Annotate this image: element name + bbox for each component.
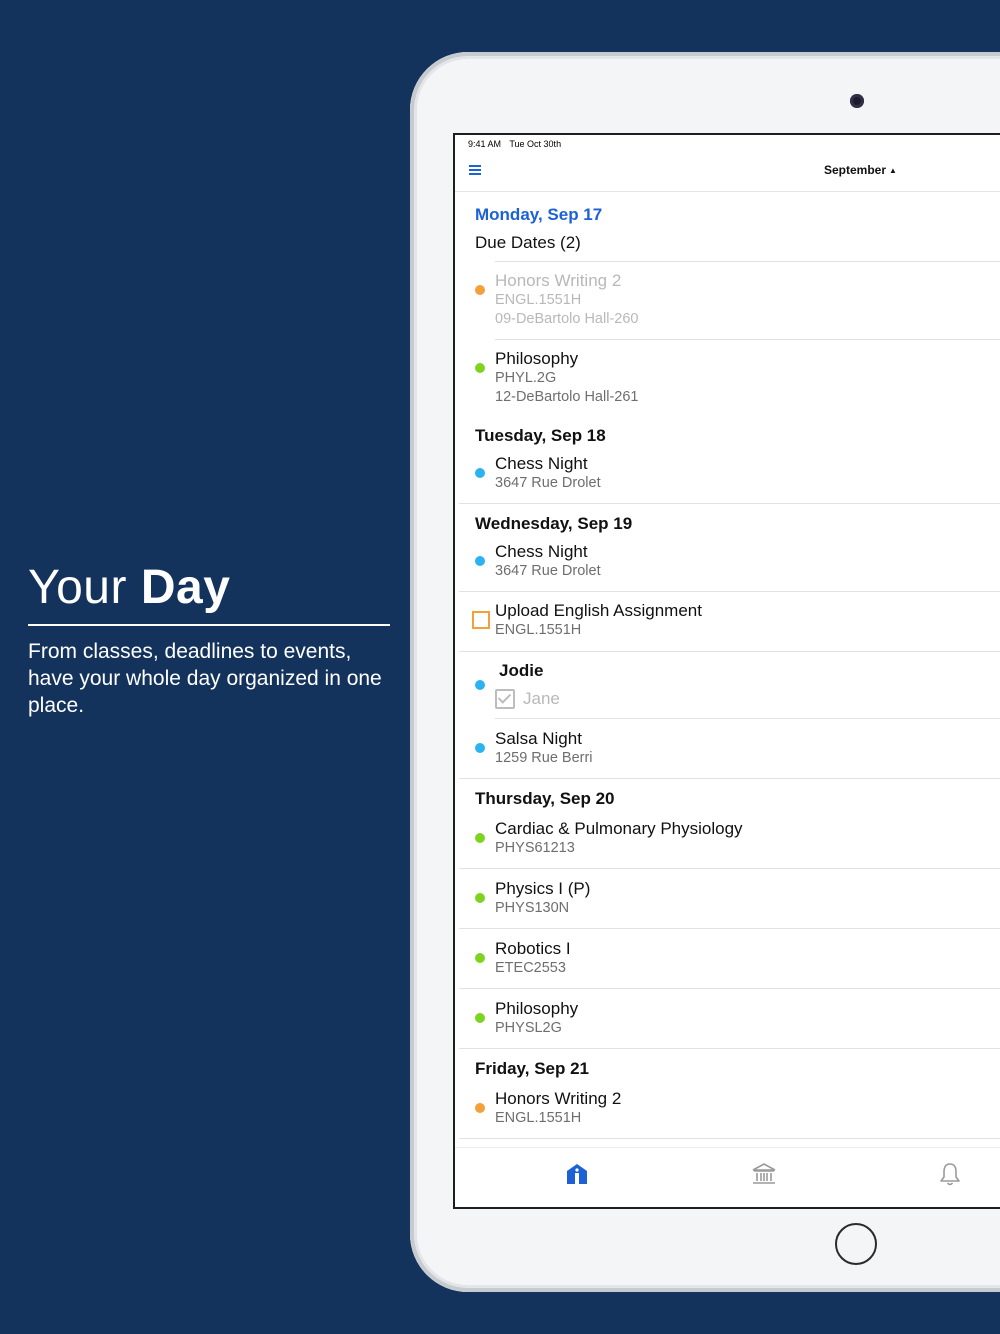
item-location: 1259 Rue Berri [495, 750, 593, 766]
day-header: Tuesday, Sep 18 [475, 426, 606, 445]
divider [459, 591, 1000, 592]
status-bar [468, 139, 567, 149]
status-dot [475, 953, 485, 963]
status-dot [475, 363, 485, 373]
item-title: Philosophy [495, 349, 579, 368]
camera-icon [850, 94, 864, 108]
day-header: Thursday, Sep 20 [475, 789, 615, 808]
home-icon[interactable] [563, 1160, 591, 1188]
item-title: Upload English Assignment [495, 601, 702, 620]
item-title: Chess Night [495, 454, 588, 473]
item-title: Jodie [499, 661, 544, 680]
status-dot [475, 743, 485, 753]
status-dot [475, 285, 485, 295]
item-title: Honors Writing 2 [495, 271, 622, 290]
item-title: Robotics I [495, 939, 571, 958]
home-button [835, 1223, 877, 1265]
status-dot [475, 680, 485, 690]
subtask-label: Jane [523, 689, 560, 708]
status-dot [475, 893, 485, 903]
subtask-checkbox[interactable] [495, 689, 515, 709]
promo-title [28, 560, 390, 616]
nav-bar [455, 153, 1000, 192]
item-code: ENGL.1551H [495, 292, 582, 308]
month-selector[interactable] [824, 163, 897, 177]
month-label: September [824, 163, 887, 177]
promo-divider [28, 624, 390, 626]
item-code: PHYL.2G [495, 370, 557, 386]
institution-icon[interactable] [750, 1160, 778, 1188]
divider [495, 339, 1000, 340]
item-code: PHYS61213 [495, 840, 575, 856]
status-dot [475, 468, 485, 478]
divider [459, 503, 1000, 504]
day-header: Monday, Sep 17 [475, 205, 603, 224]
due-dates-header: Due Dates (2) [475, 233, 581, 252]
divider [459, 778, 1000, 779]
status-dot [475, 1013, 485, 1023]
divider [459, 868, 1000, 869]
day-header: Friday, Sep 21 [475, 1059, 590, 1078]
item-title: Physics I (P) [495, 879, 591, 898]
day-header: Wednesday, Sep 19 [475, 514, 633, 533]
promo-title-light: Your [28, 561, 127, 614]
divider [459, 1048, 1000, 1049]
item-title: Salsa Night [495, 729, 582, 748]
app-screen [453, 133, 1000, 1209]
item-location: 3647 Rue Drolet [495, 563, 601, 579]
item-code: PHYSL2G [495, 1020, 562, 1036]
item-code: PHYS130N [495, 900, 570, 916]
item-location: 09-DeBartolo Hall-260 [495, 311, 639, 327]
item-location: 3647 Rue Drolet [495, 475, 601, 491]
item-code: ENGL.1551H [495, 622, 582, 638]
divider [495, 718, 1000, 719]
tablet-device [410, 52, 1000, 1292]
item-code: ETEC2553 [495, 960, 566, 976]
task-checkbox[interactable] [472, 611, 490, 629]
item-code: ENGL.1551H [495, 1110, 582, 1126]
promo-title-bold: Day [140, 561, 231, 614]
item-title: Chess Night [495, 542, 588, 561]
caret-up-icon: ▲ [889, 166, 897, 175]
tab-bar [455, 1147, 1000, 1208]
divider [495, 261, 1000, 262]
promo-body: From classes, deadlines to events, have your whole day organized in one place. [28, 640, 382, 717]
status-dot [475, 833, 485, 843]
status-date: Tue Oct 30th [509, 139, 562, 149]
bell-icon[interactable] [936, 1160, 964, 1188]
promo-panel [28, 560, 390, 719]
status-dot [475, 1103, 485, 1113]
divider [459, 988, 1000, 989]
hamburger-icon[interactable] [469, 165, 481, 175]
item-title: Philosophy [495, 999, 579, 1018]
divider [459, 1138, 1000, 1139]
divider [459, 928, 1000, 929]
status-dot [475, 556, 485, 566]
item-location: 12-DeBartolo Hall-261 [495, 389, 639, 405]
item-title: Honors Writing 2 [495, 1089, 622, 1108]
status-time: 9:41 AM [468, 139, 502, 149]
item-title: Cardiac & Pulmonary Physiology [495, 819, 743, 838]
divider [459, 651, 1000, 652]
